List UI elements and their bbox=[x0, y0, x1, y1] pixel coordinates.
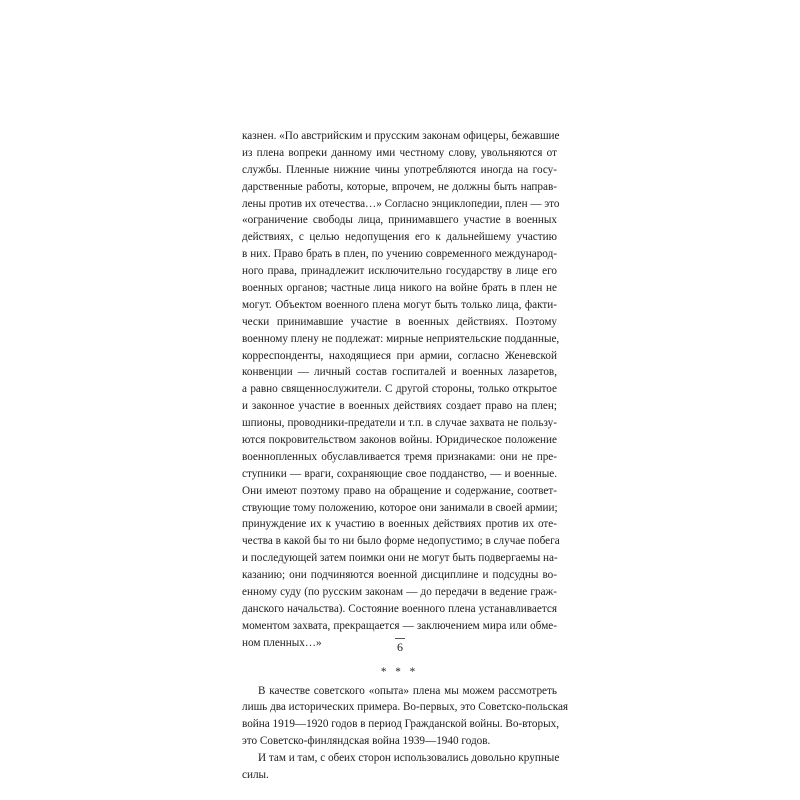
text-line: ном пленных…» bbox=[242, 636, 322, 649]
text-line: в них. Право брать в плен, по учению современного международ- bbox=[242, 248, 557, 261]
paragraph-quote bbox=[242, 128, 560, 652]
text-line: шпионы, проводники-предатели и т.п. в случае захвата не пользу- bbox=[242, 417, 557, 430]
body-text bbox=[242, 128, 569, 784]
text-line: «ограничение свободы лица, принимавшего участие в военных bbox=[242, 214, 557, 227]
text-line: моментом захвата, прекращается — заключением мира или обме- bbox=[242, 619, 557, 632]
paragraph-forces bbox=[242, 750, 560, 784]
text-line: В качестве советского «опыта» плена мы можем рассмотреть bbox=[258, 684, 557, 697]
text-line: конвенции — личный состав госпиталей и военных лазаретов, bbox=[242, 366, 557, 379]
text-line: ствующие тому положению, которое они занимали в своей армии; bbox=[242, 501, 558, 514]
text-line: лишь два исторических примера. Во-первых, это Советско-польская bbox=[242, 701, 569, 714]
text-line: а равно священнослужители. С другой стороны, только открытое bbox=[242, 383, 557, 396]
text-line: это Советско-финляндская война 1939—1940 годов. bbox=[242, 735, 491, 748]
text-line: корреспонденты, находящиеся при армии, согласно Женевской bbox=[242, 349, 557, 362]
paragraph-soviet-experience bbox=[242, 683, 569, 751]
text-line: чества в какой бы то ни было форме недопустимо; в случае побега bbox=[242, 535, 560, 548]
text-line: принуждение их к участию в военных действиях против их оте- bbox=[242, 518, 557, 531]
text-line: могут. Объектом военного плена могут быть только лица, факти- bbox=[242, 298, 557, 311]
text-line: действиях, с целью недопущения его к дальнейшему участию bbox=[242, 231, 557, 244]
text-line: Они имеют поэтому право на обращение и содержание, соответ- bbox=[242, 484, 557, 497]
text-line: ются покровительством законов войны. Юридическое положение bbox=[242, 434, 557, 447]
text-line: силы. bbox=[242, 768, 269, 781]
text-line: лены против их отечества…» Согласно энциклопедии, плен — это bbox=[242, 197, 560, 210]
text-line: военных органов; частные лица никого на войне брать в плен не bbox=[242, 282, 557, 295]
page-number: 6 bbox=[397, 640, 403, 654]
page-number-rule bbox=[395, 638, 405, 639]
text-line: И там и там, с обеих сторон использовались довольно крупные bbox=[258, 752, 560, 765]
section-separator: * * * bbox=[380, 665, 419, 678]
text-line: ступники — враги, сохраняющие свое подданство, — и военные. bbox=[242, 467, 557, 480]
text-line: казнен. «По австрийским и прусским законам офицеры, бежавшие bbox=[242, 130, 560, 142]
text-line: военному плену не подлежат: мирные неприятельские подданные, bbox=[242, 332, 560, 345]
text-line: данского начальства). Состояние военного плена устанавливается bbox=[242, 602, 557, 615]
text-line: казанию; они подчиняются военной дисциплине и подсудны во- bbox=[242, 569, 557, 582]
text-line: и последующей затем поимки они не могут быть подвергаемы на- bbox=[242, 552, 558, 565]
text-line: дарственные работы, которые, впрочем, не должны быть направ- bbox=[242, 180, 557, 193]
text-line: службы. Пленные нижние чины употребляются иногда на госу- bbox=[242, 163, 557, 176]
text-line: война 1919—1920 годов в период Гражданской войны. Во-вторых, bbox=[242, 718, 559, 731]
text-line: ного права, принадлежит исключительно государству в лице его bbox=[242, 265, 557, 278]
text-line: енному суду (по русским законам — до передачи в ведение граж- bbox=[242, 586, 557, 599]
text-line: из плена вопреки данному ими честному слову, увольняются от bbox=[242, 146, 557, 159]
text-line: чески принимавшие участие в военных действиях. Поэтому bbox=[242, 315, 557, 328]
text-line: военнопленных обуславливается тремя признаками: они не пре- bbox=[242, 450, 557, 463]
text-line: и законное участие в военных действиях создает право на плен; bbox=[242, 400, 557, 413]
